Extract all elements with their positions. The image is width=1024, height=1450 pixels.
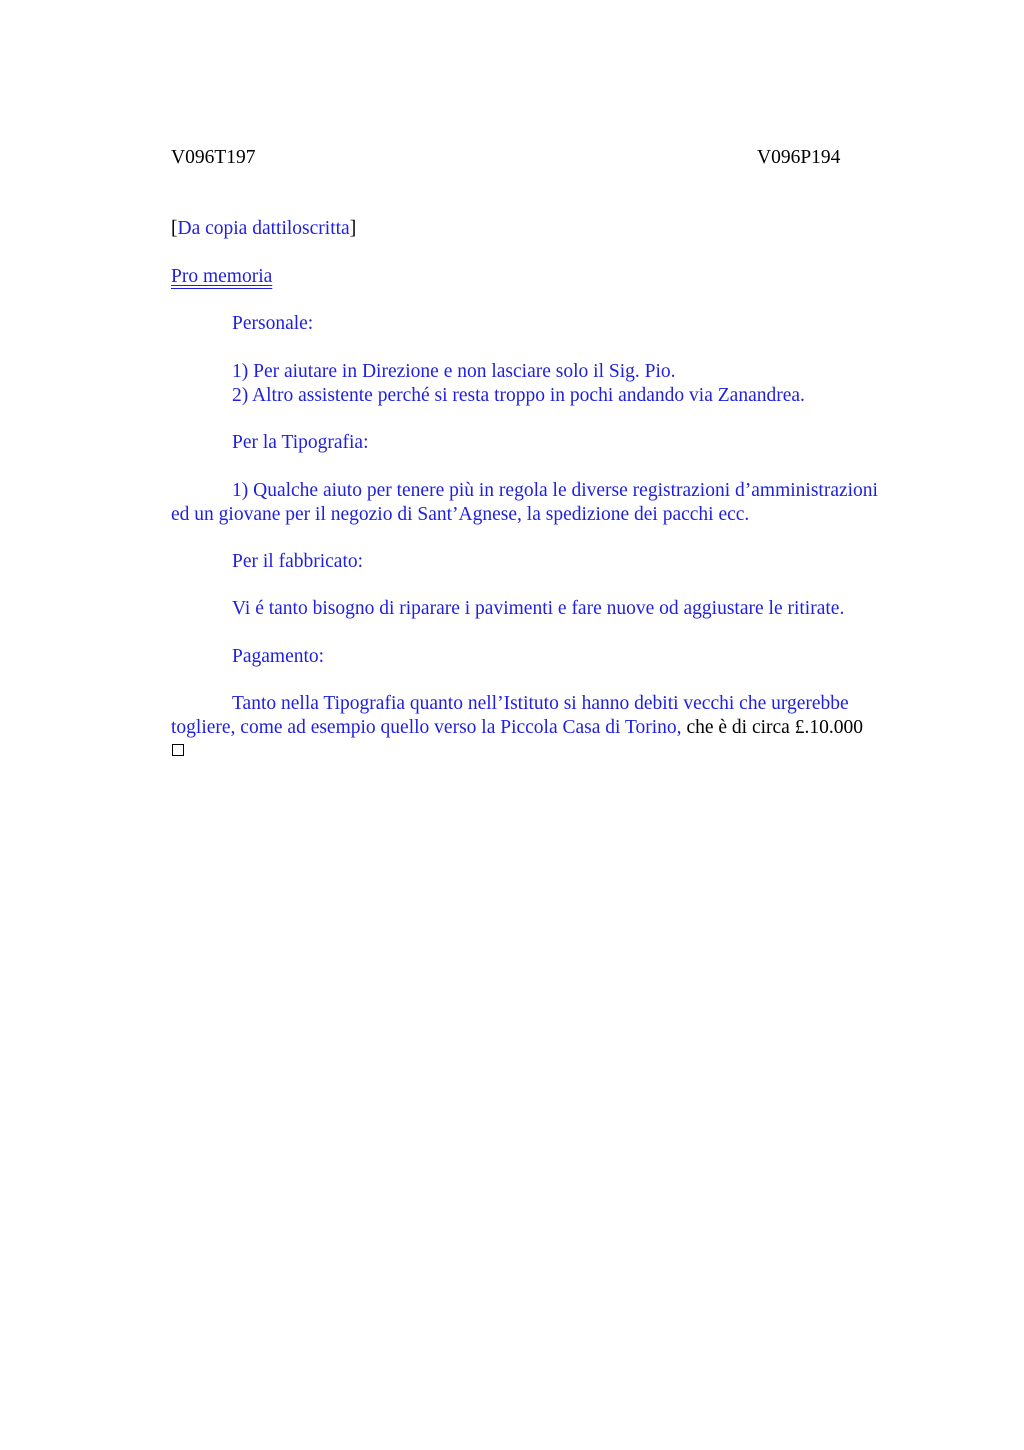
pagamento-line-2-blue-text: togliere, come ad esempio quello verso la Piccola Casa di Torino, [171, 717, 682, 738]
pagamento-paragraph-line-2 [171, 716, 863, 740]
header-left-code: V096T197 [171, 147, 256, 168]
document-title: Pro memoria [171, 266, 273, 287]
fabbricato-paragraph: Vi é tanto bisogno di riparare i pavimenti e fare nuove od aggiustare le ritirate. [232, 598, 845, 619]
pagamento-line-2-black-text: che è di circa £.10.000 [681, 717, 863, 738]
source-note [171, 217, 356, 241]
pagamento-paragraph-line-1: Tanto nella Tipografia quanto nell’Istituto si hanno debiti vecchi che urgerebbe [232, 693, 849, 714]
source-close-bracket: ] [349, 218, 357, 239]
section-heading-tipografia: Per la Tipografia: [232, 432, 369, 453]
personale-item-2: 2) Altro assistente perché si resta troppo in pochi andando via Zanandrea. [232, 385, 805, 406]
source-open-bracket: [ [171, 218, 178, 239]
tipografia-paragraph-line-2: ed un giovane per il negozio di Sant’Agnese, la spedizione dei pacchi ecc. [171, 504, 750, 525]
section-heading-pagamento: Pagamento: [232, 646, 325, 667]
source-text: Da copia dattiloscritta [177, 218, 350, 239]
header-right-code: V096P194 [757, 147, 841, 168]
section-heading-personale: Personale: [232, 313, 314, 334]
section-heading-fabbricato: Per il fabbricato: [232, 551, 364, 572]
tipografia-paragraph-line-1: 1) Qualche aiuto per tenere più in regola le diverse registrazioni d’amministrazioni [232, 480, 878, 501]
personale-item-1: 1) Per aiutare in Direzione e non lasciare solo il Sig. Pio. [232, 361, 676, 382]
placeholder-box-icon [172, 744, 184, 756]
